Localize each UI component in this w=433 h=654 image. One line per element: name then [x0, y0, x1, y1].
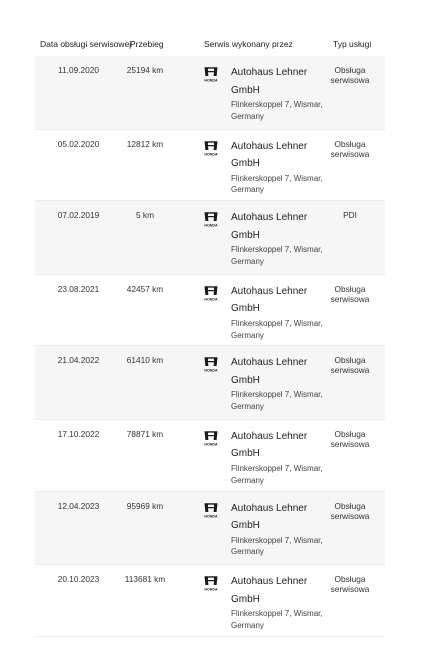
mileage: 95969 km [126, 500, 164, 511]
service-type: Obsługa serwisowa [330, 355, 370, 376]
dealer-address: Flinkerskoppel 7, Wismar, Germany [231, 535, 323, 557]
svg-text:HONDA: HONDA [204, 223, 218, 228]
svg-text:HONDA: HONDA [204, 513, 218, 518]
svg-text:HONDA: HONDA [204, 587, 218, 592]
mileage: 25194 km [126, 65, 164, 75]
honda-logo-icon [199, 575, 223, 591]
dealer-address: Flinkerskoppel 7, Wismar, Germany [231, 100, 323, 121]
mileage: 113681 km [124, 574, 166, 585]
dealer-name: Autohaus Lehner GmbH [231, 140, 308, 170]
table-row [35, 129, 385, 202]
service-type: Obsługa serwisowa [330, 283, 370, 304]
service-type: PDI [343, 210, 357, 221]
honda-logo-icon [199, 285, 223, 301]
table-row [35, 201, 385, 274]
honda-logo-icon [199, 430, 223, 446]
mileage: 5 km [136, 210, 154, 221]
dealer-name: Autohaus Lehner GmbH [231, 357, 308, 386]
mileage: 78871 km [126, 428, 164, 439]
honda-logo-icon [199, 356, 223, 372]
dealer-name: Autohaus Lehner GmbH [231, 430, 308, 460]
svg-text:HONDA: HONDA [204, 151, 218, 156]
honda-logo-icon [199, 502, 223, 518]
honda-logo-icon [199, 140, 223, 156]
header-performed-by: Serwis wykonany przez [204, 39, 293, 49]
svg-text:HONDA: HONDA [204, 442, 218, 446]
dealer-address: Flinkerskoppel 7, Wismar, Germany [231, 390, 323, 412]
table-row [35, 56, 385, 129]
dealer-address: Flinkerskoppel 7, Wismar, Germany [231, 318, 323, 340]
svg-text:HONDA: HONDA [204, 368, 218, 373]
dealer-address: Flinkerskoppel 7, Wismar, Germany [231, 245, 323, 266]
service-date: 17.10.2022 [57, 428, 100, 439]
service-type: Obsługa serwisowa [330, 500, 370, 521]
mileage: 61410 km [126, 355, 164, 366]
dealer-address: Flinkerskoppel 7, Wismar, Germany [231, 463, 323, 485]
honda-logo-icon [199, 66, 223, 82]
dealer-name: Autohaus Lehner GmbH [231, 285, 308, 315]
svg-text:HONDA: HONDA [204, 78, 218, 82]
header-mileage: Przebieg [130, 39, 164, 49]
table-header [0, 0, 433, 58]
dealer-name: Autohaus Lehner GmbH [231, 67, 308, 96]
header-date: Data obsługi serwisowej [40, 39, 132, 49]
table-row [35, 274, 385, 347]
service-date: 23.08.2021 [57, 283, 100, 294]
table-row [35, 346, 385, 419]
service-date: 11.09.2020 [58, 65, 99, 75]
service-type: Obsługa serwisowa [330, 138, 370, 159]
service-table-body [35, 56, 385, 637]
table-row [35, 564, 385, 637]
mileage: 42457 km [126, 283, 164, 294]
mileage: 12812 km [126, 138, 164, 149]
service-date: 12.04.2023 [57, 500, 100, 511]
header-service-type: Typ usługi [333, 39, 372, 49]
service-date: 21.04.2022 [57, 355, 100, 366]
service-type: Obsługa serwisowa [330, 65, 370, 85]
dealer-name: Autohaus Lehner GmbH [231, 502, 308, 532]
dealer-address: Flinkerskoppel 7, Wismar, Germany [231, 173, 323, 195]
service-type: Obsługa serwisowa [330, 574, 370, 595]
table-row [35, 419, 385, 492]
service-type: Obsługa serwisowa [330, 428, 370, 449]
svg-text:HONDA: HONDA [204, 297, 218, 301]
dealer-address: Flinkerskoppel 7, Wismar, Germany [231, 609, 323, 630]
dealer-name: Autohaus Lehner GmbH [231, 212, 308, 241]
service-date: 20.10.2023 [57, 574, 100, 585]
table-row [35, 492, 385, 565]
dealer-name: Autohaus Lehner GmbH [231, 576, 308, 605]
honda-logo-icon [199, 211, 223, 227]
service-date: 05.02.2020 [57, 138, 100, 149]
service-date: 07.02.2019 [57, 210, 100, 221]
